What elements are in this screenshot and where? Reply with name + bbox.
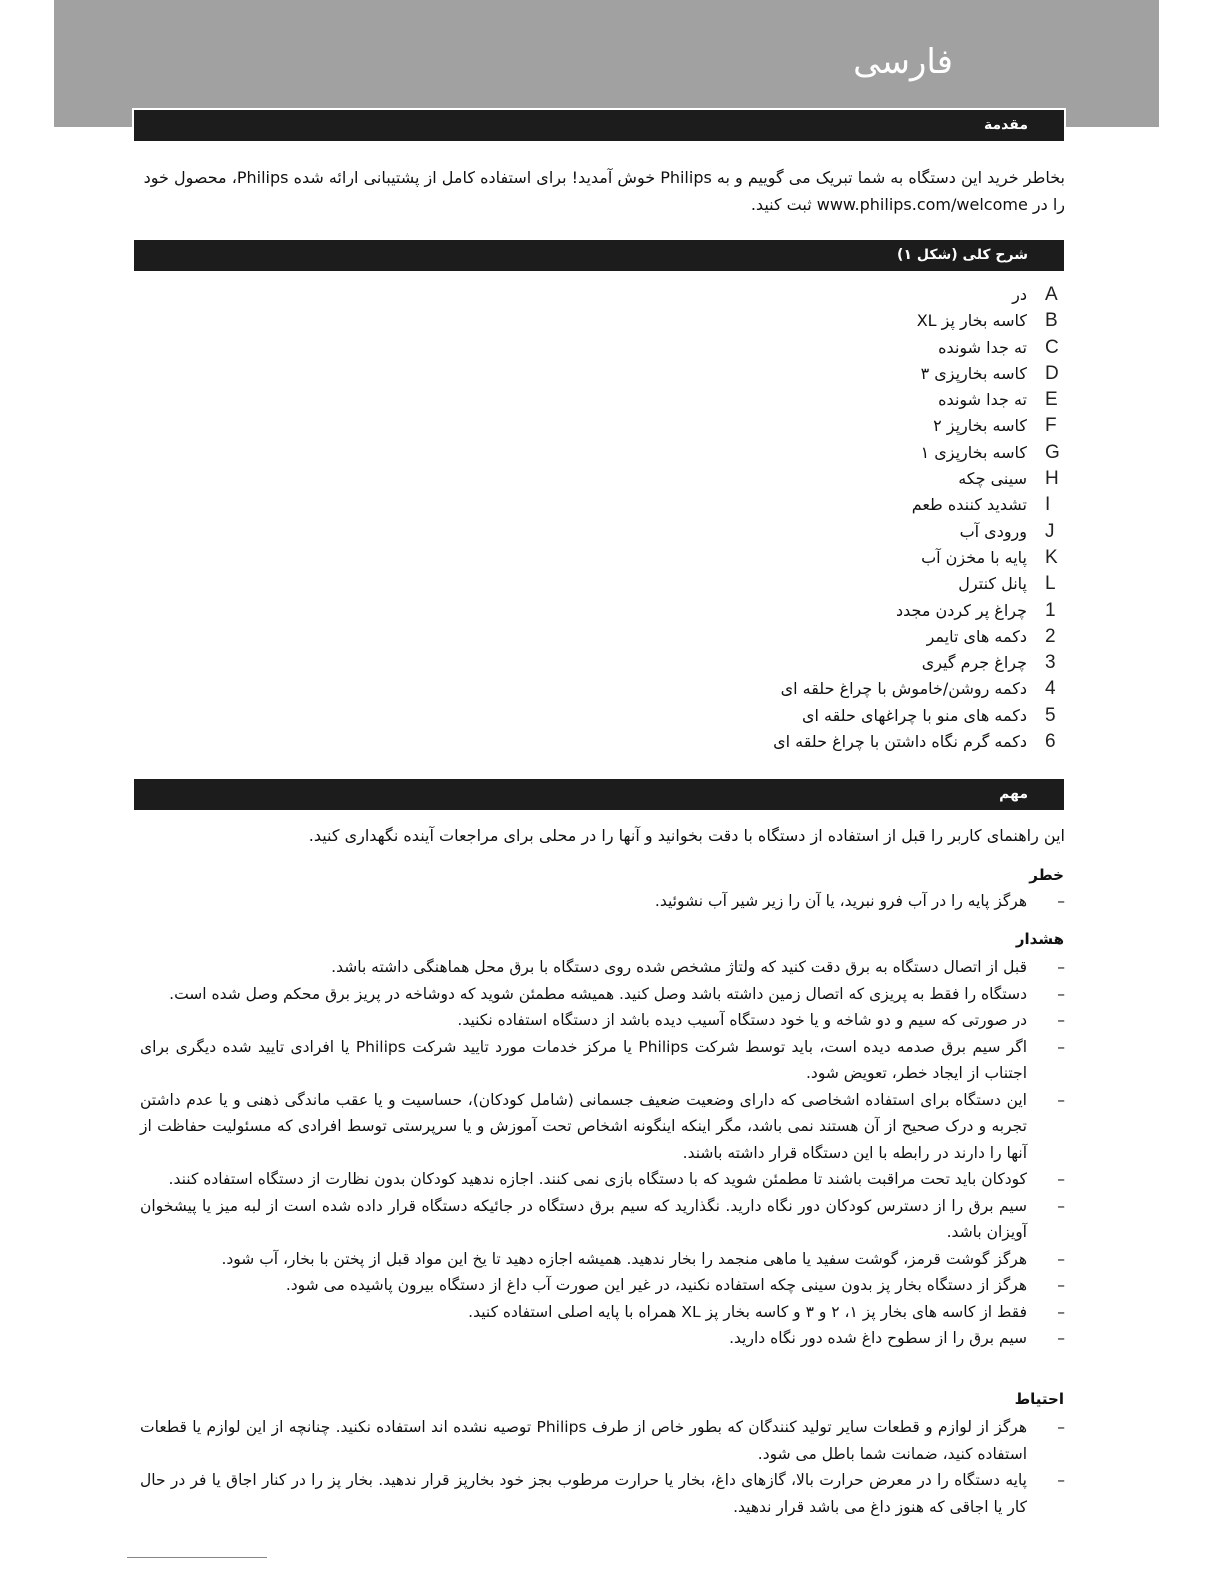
part-item bbox=[600, 466, 1065, 492]
danger-list bbox=[140, 888, 1065, 915]
part-item bbox=[600, 519, 1065, 545]
warning-bullet: – در صورتی که سیم و دو شاخه و یا خود دستگاه آسیب دیده باشد از دستگاه استفاده نکنید. bbox=[140, 1007, 1065, 1034]
part-text: در bbox=[1012, 285, 1027, 304]
part-item bbox=[600, 571, 1065, 597]
part-item bbox=[600, 545, 1065, 571]
warning-bullet: – قبل از اتصال دستگاه به برق دقت کنید که ولتاژ مشخص شده روی دستگاه با برق محل هماهنگی داشته باشد. bbox=[140, 954, 1065, 981]
part-label: D bbox=[1045, 362, 1059, 384]
part-label: 4 bbox=[1045, 678, 1056, 700]
warning-heading: هشدار bbox=[1015, 930, 1064, 948]
part-item bbox=[600, 308, 1065, 334]
part-text: دکمه روشن/خاموش با چراغ حلقه ای bbox=[780, 679, 1027, 699]
part-text: چراغ پر کردن مجدد bbox=[896, 600, 1027, 620]
warning-bullet: – سیم برق را از سطوح داغ شده دور نگاه دارید. bbox=[140, 1325, 1065, 1352]
part-item bbox=[600, 282, 1065, 308]
part-label: L bbox=[1045, 573, 1056, 595]
part-text: کاسه بخارپزی ۳ bbox=[920, 363, 1027, 383]
caution-list bbox=[140, 1414, 1065, 1520]
part-label: C bbox=[1045, 336, 1059, 358]
warning-bullet: – کودکان باید تحت مراقبت باشند تا مطمئن شوید که با دستگاه بازی نمی کنند. اجازه ندهید کودکان بدون نظارت از دستگاه استفاده کنند. bbox=[140, 1166, 1065, 1193]
caution-bullet: – پایه دستگاه را در معرض حرارت بالا، گازهای داغ، بخار یا حرارت مرطوب بجز خود بخارپز قرار ندهید. بخار پز را در کنار اجاق یا فر در حال کار یا اجاقی که هنوز داغ می باشد قرار ندهید. bbox=[140, 1467, 1065, 1520]
warning-bullet: – هرگز گوشت قرمز، گوشت سفید یا ماهی منجمد را بخار ندهید. همیشه اجازه دهید تا یخ این مواد قبل از پختن با بخار، آب شود. bbox=[140, 1246, 1065, 1273]
part-text: کاسه بخارپز ۲ bbox=[933, 416, 1027, 436]
part-label: I bbox=[1045, 494, 1051, 516]
part-item bbox=[600, 703, 1065, 729]
part-item bbox=[600, 413, 1065, 439]
part-text: دکمه های منو با چراغهای حلقه ای bbox=[801, 705, 1027, 725]
warning-bullet: – دستگاه را فقط به پریزی که اتصال زمین داشته باشد وصل کنید. همیشه مطمئن شوید که دوشاخه در پریز برق محکم وصل شده است. bbox=[140, 981, 1065, 1008]
caution-bullet: – هرگز از لوازم و قطعات سایر تولید کنندگان که بطور خاص از طرف Philips توصیه نشده اند استفاده نکنید. چنانچه از این لوازم یا قطعات استفاده کنید، ضمانت شما باطل می شود. bbox=[140, 1414, 1065, 1467]
part-label: B bbox=[1045, 310, 1058, 332]
caution-heading: احتیاط bbox=[1014, 1390, 1064, 1408]
section-heading-important: مهم bbox=[134, 779, 1064, 810]
part-label: K bbox=[1045, 546, 1058, 568]
part-label: H bbox=[1045, 468, 1059, 490]
part-text: دکمه گرم نگاه داشتن با چراغ حلقه ای bbox=[773, 732, 1027, 752]
part-item bbox=[600, 335, 1065, 361]
part-text: دکمه های تایمر bbox=[926, 626, 1027, 646]
danger-heading: خطر bbox=[1029, 866, 1064, 884]
warning-list bbox=[140, 954, 1065, 1352]
part-item bbox=[600, 598, 1065, 624]
part-text: ته جدا شونده bbox=[938, 337, 1027, 357]
part-label: J bbox=[1045, 520, 1055, 542]
warning-bullet: – این دستگاه برای استفاده اشخاصی که دارای وضعیت ضعیف جسمانی (شامل کودکان)، حساسیت و یا عقب ماندگی ذهنی و یا عدم داشتن تجربه و درک صحیح از آن هستند نمی باشد، مگر اینکه اینگونه اشخاص تحت آموزش و یا سرپرستی توسط افرادی که مسئولیت حفاظت از آنها را دارند در رابطه با این دستگاه قرار داشته باشند. bbox=[140, 1087, 1065, 1167]
part-text: پایه با مخزن آب bbox=[921, 547, 1027, 567]
warning-bullet: – هرگز از دستگاه بخار پز بدون سینی چکه استفاده نکنید، در غیر این صورت آب داغ از دستگاه بیرون پاشیده می شود. bbox=[140, 1272, 1065, 1299]
part-label: 5 bbox=[1045, 704, 1056, 726]
part-text: پانل کنترل bbox=[958, 574, 1027, 594]
part-label: 6 bbox=[1045, 731, 1056, 753]
part-text: ته جدا شونده bbox=[938, 390, 1027, 410]
part-item bbox=[600, 650, 1065, 676]
part-label: G bbox=[1045, 441, 1060, 463]
part-text: تشدید کننده طعم bbox=[911, 495, 1027, 515]
part-item bbox=[600, 361, 1065, 387]
part-label: E bbox=[1045, 389, 1058, 411]
part-label: F bbox=[1045, 415, 1057, 437]
part-item bbox=[600, 387, 1065, 413]
part-label: 1 bbox=[1045, 599, 1056, 621]
part-label: A bbox=[1045, 284, 1058, 305]
section-heading-overview: شرح کلی (شکل ۱) bbox=[134, 240, 1064, 271]
part-text: ورودی آب bbox=[959, 521, 1027, 541]
part-item bbox=[600, 492, 1065, 518]
footer-rule bbox=[127, 1557, 267, 1558]
part-text: سینی چکه bbox=[958, 469, 1027, 489]
part-item bbox=[600, 440, 1065, 466]
part-item bbox=[600, 676, 1065, 702]
important-intro: این راهنمای کاربر را قبل از استفاده از دستگاه با دقت بخوانید و آنها را در محلی برای مراجعات آینده نگهداری کنید. bbox=[308, 826, 1065, 845]
part-item bbox=[600, 624, 1065, 650]
part-label: 2 bbox=[1045, 625, 1056, 647]
header-band bbox=[54, 0, 1159, 127]
part-item bbox=[600, 729, 1065, 755]
danger-bullet: – هرگز پایه را در آب فرو نبرید، یا آن را زیر شیر آب نشوئید. bbox=[140, 888, 1065, 915]
language-title: فارسی bbox=[853, 42, 953, 82]
parts-list bbox=[600, 282, 1065, 755]
section-heading-intro: مقدمة bbox=[134, 110, 1064, 141]
intro-paragraph: بخاطر خرید این دستگاه به شما تبریک می گوییم و به Philips خوش آمدید! برای استفاده کامل از پشتیبانی ارائه شده Philips، محصول خود را در www.philips.com/welcome ثبت کنید. bbox=[143, 168, 1065, 214]
part-text: کاسه بخارپزی ۱ bbox=[920, 442, 1027, 462]
warning-bullet: – اگر سیم برق صدمه دیده است، باید توسط شرکت Philips یا مرکز خدمات مورد تایید شرکت Philips یا افرادی تایید شده دیگری برای اجتناب از ایجاد خطر، تعویض شود. bbox=[140, 1034, 1065, 1087]
part-label: 3 bbox=[1045, 652, 1056, 674]
warning-bullet: – فقط از کاسه های بخار پز ۱، ۲ و ۳ و کاسه بخار پز XL همراه با پایه اصلی استفاده کنید. bbox=[140, 1299, 1065, 1326]
part-text: چراغ جرم گیری bbox=[921, 653, 1027, 673]
warning-bullet: – سیم برق را از دسترس کودکان دور نگاه دارید. نگذارید که سیم برق دستگاه در جائیکه دستگاه قرار داده شده است از لبه میز یا پیشخوان آویزان باشد. bbox=[140, 1193, 1065, 1246]
part-text: کاسه بخار پز XL bbox=[916, 311, 1027, 331]
